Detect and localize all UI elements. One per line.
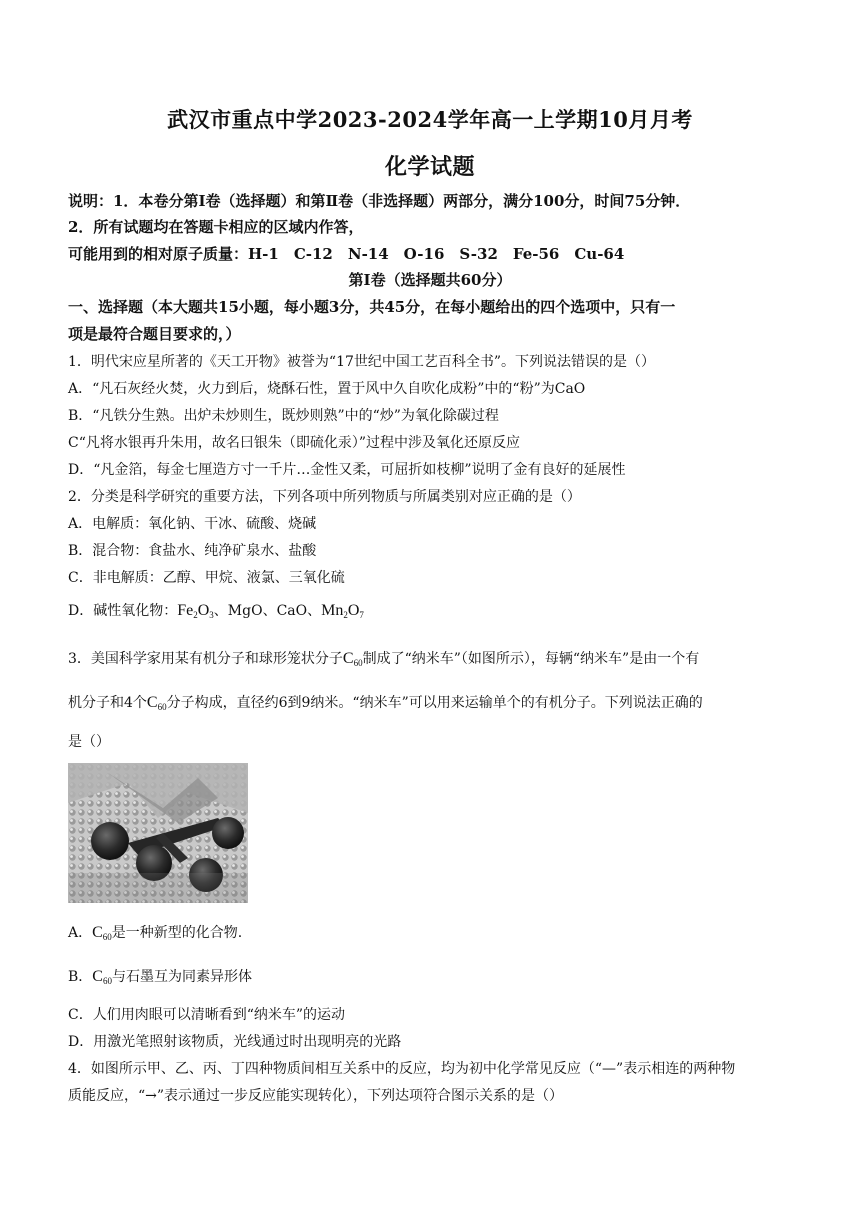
section-instructions-2: 项是最符合题目要求的，） (68, 325, 241, 343)
q3-stem-line-2: 机分子和4个$C_{60}$分子构成，直径约6到9纳米。“纳米车”可以用来运输单个的有机分子。下列说法正确的 (68, 694, 703, 712)
q3-option-d: D．用激光笔照射该物质，光线通过时出现明亮的光路 (68, 1034, 402, 1050)
q3-stem-line-1: 3．美国科学家用某有机分子和球形笼状分子$C_{60}$制成了“纳米车”（如图所示），每辆“纳米车”是由一个有 (68, 650, 700, 668)
formula-c60: $C_{60}$ (92, 924, 112, 942)
formula-c60: $C_{60}$ (146, 694, 167, 712)
q2-option-c: C．非电解质：乙醇、甲烷、液氯、三氧化硫 (68, 570, 345, 586)
q1-option-b: B．“凡铁分生熟。出炉未炒则生，既炒则熟”中的“炒”为氧化除碳过程 (68, 408, 499, 424)
q2-option-d (68, 600, 798, 620)
formula-mn2o7: $Mn_2O_7$ (321, 602, 364, 620)
q4-stem-line-1: 4．如图所示甲、乙、丙、丁四种物质间相互关系中的反应，均为初中化学常见反应（“—”表示相连的两种物 (68, 1061, 736, 1077)
q1-option-c: C“凡将水银再升朱用，故名曰银朱（即硫化汞）”过程中涉及氧化还原反应 (68, 435, 521, 451)
q1-stem: 1．明代宋应星所著的《天工开物》被誉为“17世纪中国工艺百科全书”。下列说法错误的是（） (68, 354, 656, 370)
instructions-line-2: 2．所有试题均在答题卡相应的区域内作答， (68, 218, 364, 236)
formula-c60: $C_{60}$ (92, 968, 112, 986)
exam-title: 武汉市重点中学2023-2024学年高一上学期10月月考 (167, 107, 693, 132)
q2-option-a: A．电解质：氧化钠、干冰、硫酸、烧碱 (68, 516, 317, 532)
q3-option-c: C．人们用肉眼可以清晰看到“纳米车”的运动 (68, 1007, 346, 1023)
q3-option-a: A．$C_{60}$是一种新型的化合物. (68, 924, 243, 942)
atomic-masses: 可能用到的相对原子质量：H-1 C-12 N-14 O-16 S-32 Fe-56 Cu-64 (68, 245, 625, 263)
formula-fe2o3: $Fe_2O_3$ (177, 602, 214, 620)
formula-c60: $C_{60}$ (342, 650, 363, 668)
q2-option-d-prefix: D．碱性氧化物： (68, 603, 178, 619)
q2-option-b: B．混合物：食盐水、纯净矿泉水、盐酸 (68, 543, 317, 559)
exam-subtitle: 化学试题 (384, 154, 475, 180)
q3-option-b: B．$C_{60}$与石墨互为同素异形体 (68, 968, 252, 986)
q2-stem: 2．分类是科学研究的重要方法，下列各项中所列物质与所属类别对应正确的是（） (68, 489, 581, 505)
q4-stem-line-2: 质能反应，“→”表示通过一步反应能实现转化），下列达项符合图示关系的是（） (68, 1088, 564, 1104)
q2-option-d-middle: 、MgO、CaO、 (213, 603, 322, 619)
section-instructions-1: 一、选择题（本大题共15小题，每小题3分，共45分，在每小题给出的四个选项中，只有一 (68, 298, 676, 316)
section-heading: 第Ⅰ卷（选择题共60分） (348, 271, 512, 289)
q1-option-d: D．“凡金箔，每金七厘造方寸一千片…金性又柔，可屈折如枝柳”说明了金有良好的延展性 (68, 462, 626, 478)
nanocar-image (68, 763, 248, 903)
q1-option-a: A．“凡石灰经火焚，火力到后，烧酥石性，置于风中久自吹化成粉”中的“粉”为CaO (68, 381, 586, 397)
instructions-line-1: 说明：1．本卷分第Ⅰ卷（选择题）和第Ⅱ卷（非选择题）两部分，满分100分，时间75分钟． (68, 192, 691, 210)
q3-stem-line-3: 是（） (68, 734, 110, 750)
